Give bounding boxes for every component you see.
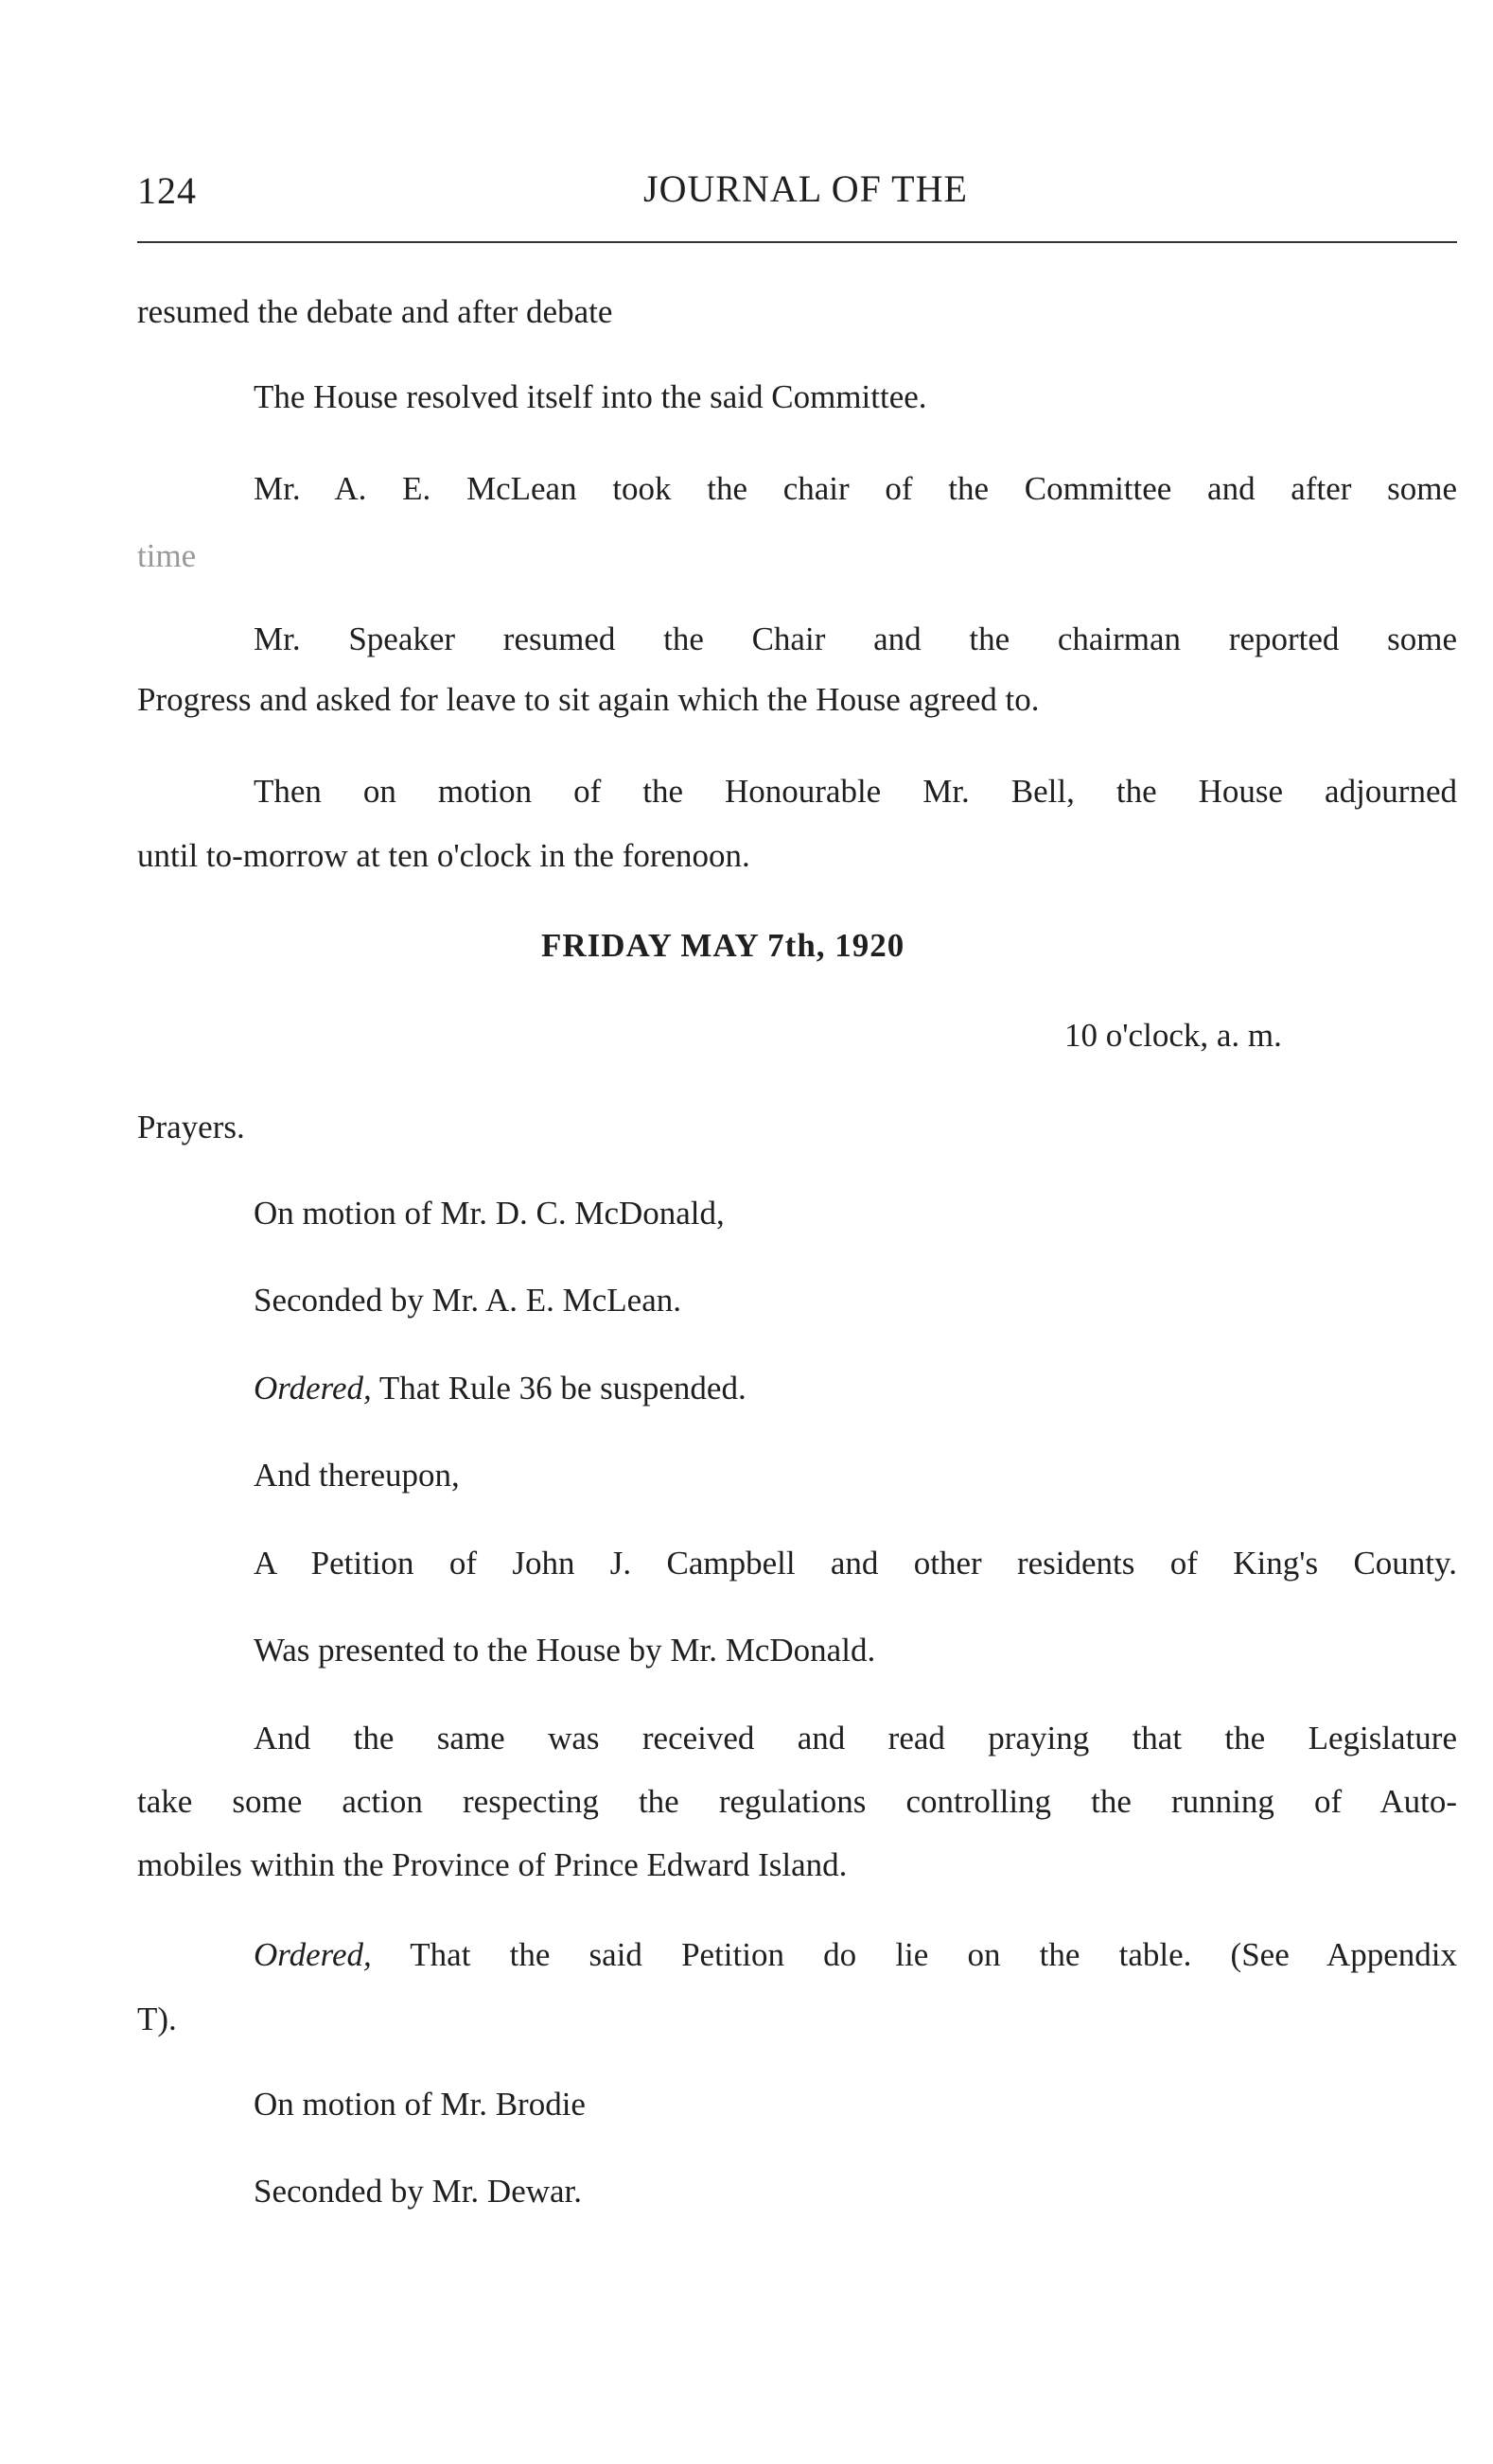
text-line: And thereupon, bbox=[254, 1457, 460, 1494]
text-line: On motion of Mr. D. C. McDonald, bbox=[254, 1195, 725, 1232]
ordered-text: That the said Petition do lie on the table. (See Appendix bbox=[371, 1936, 1457, 1973]
text-line: Mr. A. E. McLean took the chair of the Committee and after some bbox=[254, 470, 1457, 507]
text-line: Progress and asked for leave to sit again which the House agreed to. bbox=[137, 681, 1040, 718]
text-line: time bbox=[137, 537, 197, 574]
text-line: Seconded by Mr. Dewar. bbox=[254, 2173, 583, 2210]
ordered-label: Ordered, bbox=[254, 1936, 372, 1973]
prayers-line: Prayers. bbox=[137, 1109, 245, 1145]
text-line: A Petition of John J. Campbell and other residents of King's County. bbox=[254, 1545, 1457, 1582]
running-title: JOURNAL OF THE bbox=[643, 167, 968, 210]
sitting-time: 10 o'clock, a. m. bbox=[1064, 1017, 1282, 1054]
date-heading: FRIDAY MAY 7th, 1920 bbox=[541, 927, 905, 964]
text-line: Then on motion of the Honourable Mr. Bell, the House adjourned bbox=[254, 773, 1457, 810]
page-number: 124 bbox=[137, 169, 197, 212]
text-line: take some action respecting the regulations controlling the running of Auto- bbox=[137, 1783, 1457, 1820]
ordered-label: Ordered, bbox=[254, 1370, 372, 1407]
text-line: resumed the debate and after debate bbox=[137, 293, 613, 330]
text-line: until to-morrow at ten o'clock in the forenoon. bbox=[137, 837, 750, 874]
text-line: Seconded by Mr. A. E. McLean. bbox=[254, 1282, 681, 1319]
text-line: Mr. Speaker resumed the Chair and the chairman reported some bbox=[254, 620, 1457, 657]
text-line: And the same was received and read praying that the Legislature bbox=[254, 1720, 1457, 1756]
text-line bbox=[254, 1370, 746, 1407]
ordered-text: That Rule 36 be suspended. bbox=[371, 1370, 746, 1407]
text-line: T). bbox=[137, 2001, 177, 2037]
text-line: On motion of Mr. Brodie bbox=[254, 2086, 586, 2123]
text-line: Was presented to the House by Mr. McDonald. bbox=[254, 1632, 876, 1669]
text-line bbox=[254, 1936, 1457, 1974]
header-rule bbox=[137, 241, 1457, 243]
text-line: The House resolved itself into the said Committee. bbox=[254, 378, 927, 415]
text-line: mobiles within the Province of Prince Edward Island. bbox=[137, 1846, 848, 1883]
